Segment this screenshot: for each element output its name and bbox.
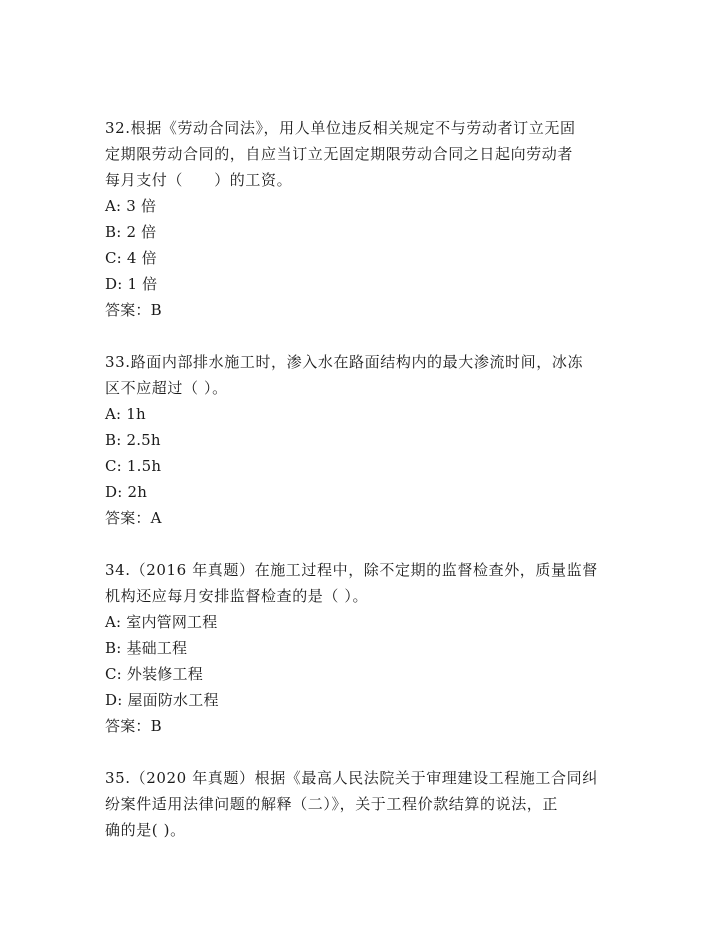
stem-line: 机构还应每月安排监督检查的是（ ）。	[105, 587, 369, 605]
stem-line: 定期限劳动合同的，自应当订立无固定期限劳动合同之日起向劳动者	[105, 145, 574, 163]
question-stem	[105, 765, 620, 843]
option-a: A: 3 倍	[105, 197, 157, 215]
option-a: A: 1h	[105, 405, 146, 423]
option-b: B: 2 倍	[105, 223, 157, 241]
stem-line: 纷案件适用法律问题的解释（二）》，关于工程价款结算的说法，正	[105, 795, 559, 813]
option-c: C: 4 倍	[105, 249, 157, 267]
option-b: B: 2.5h	[105, 431, 161, 449]
question-34	[105, 557, 620, 739]
option-b: B: 基础工程	[105, 639, 188, 657]
option-d: D: 1 倍	[105, 275, 158, 293]
question-stem	[105, 115, 620, 193]
question-33	[105, 349, 620, 531]
stem-line: 32.根据《劳动合同法》，用人单位违反相关规定不与劳动者订立无固	[105, 119, 576, 137]
option-c: C: 1.5h	[105, 457, 162, 475]
answer: 答案：B	[105, 717, 162, 735]
option-d: D: 屋面防水工程	[105, 691, 219, 709]
question-32	[105, 115, 620, 323]
question-stem	[105, 349, 620, 401]
stem-line: 34.（2016 年真题）在施工过程中，除不定期的监督检查外，质量监督	[105, 561, 598, 579]
question-35	[105, 765, 620, 843]
answer: 答案：B	[105, 301, 162, 319]
option-c: C: 外装修工程	[105, 665, 203, 683]
stem-line: 区不应超过（ ）。	[105, 379, 228, 397]
question-stem	[105, 557, 620, 609]
stem-line: 每月支付（ ）的工资。	[105, 171, 293, 189]
stem-line: 确的是( )。	[105, 821, 186, 839]
option-a: A: 室内管网工程	[105, 613, 218, 631]
exam-page	[105, 115, 620, 869]
option-d: D: 2h	[105, 483, 148, 501]
answer: 答案：A	[105, 509, 162, 527]
stem-line: 35.（2020 年真题）根据《最高人民法院关于审理建设工程施工合同纠	[105, 769, 598, 787]
stem-line: 33.路面内部排水施工时，渗入水在路面结构内的最大渗流时间，冰冻	[105, 353, 584, 371]
